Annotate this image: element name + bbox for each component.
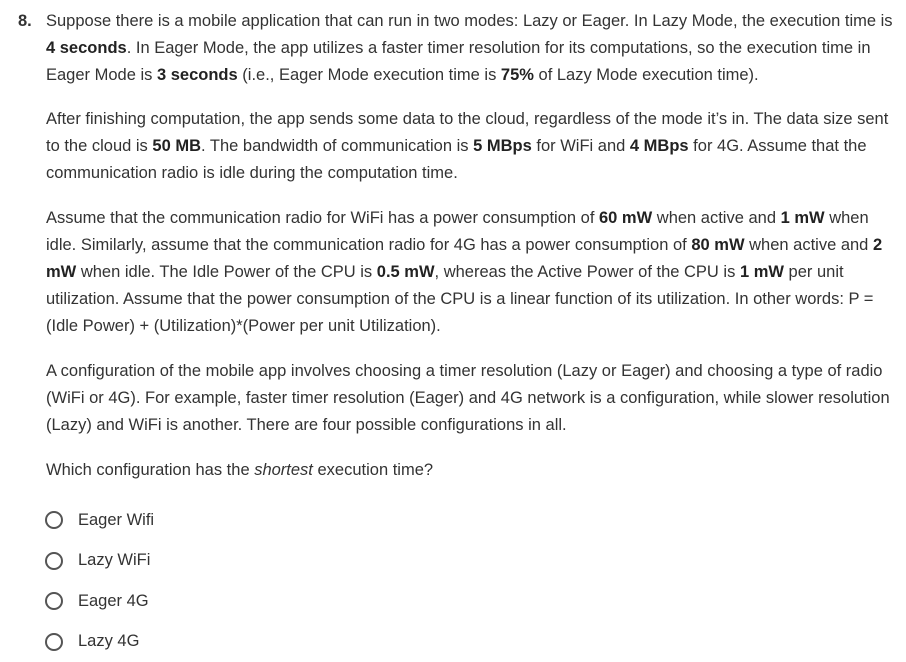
text: when active and [652,209,780,227]
bold-value: 50 MB [152,137,201,155]
text: for 4G. Assume that the communication radio is idle during the computation time. [46,137,867,182]
option-eager-4g[interactable] [45,581,154,622]
radio-button[interactable] [45,511,63,529]
question-prompt [46,457,894,484]
text: execution time? [313,461,433,479]
emphasis: shortest [254,461,313,479]
text: . The bandwidth of communication is [201,137,473,155]
option-lazy-4g[interactable] [45,622,154,662]
answer-options [45,500,154,662]
bold-value: 75% [501,66,534,84]
text: per unit utilization. Assume that the power consumption of the CPU is a linear function of its utilization. In other words: P = (Idle Power) + (Utilization)*(Power per unit Utilization). [46,263,873,335]
bold-value: 1 mW [740,263,784,281]
text: when active and [745,236,873,254]
text: Suppose there is a mobile application that can run in two modes: Lazy or Eager. In Lazy Mode, the execution time is [46,12,893,30]
bold-value: 60 mW [599,209,652,227]
paragraph-configuration: A configuration of the mobile app involves choosing a timer resolution (Lazy or Eager) and choosing a type of radio (WiFi or 4G). For example, faster timer resolution (Eager) and 4G network is a configuration, while slower resolution (Lazy) and WiFi is another. There are four possible configurations in all. [46,358,894,439]
radio-button[interactable] [45,592,63,610]
option-lazy-wifi[interactable] [45,541,154,582]
option-label: Lazy WiFi [78,551,150,570]
radio-button[interactable] [45,633,63,651]
option-label: Lazy 4G [78,632,139,651]
bold-value: 80 mW [691,236,744,254]
paragraph-power-consumption [46,205,894,340]
bold-value: 4 seconds [46,39,127,57]
paragraph-data-transfer [46,106,894,187]
bold-value: 4 MBps [630,137,689,155]
option-eager-wifi[interactable] [45,500,154,541]
text: for WiFi and [532,137,630,155]
text: of Lazy Mode execution time). [534,66,759,84]
bold-value: 3 seconds [157,66,238,84]
bold-value: 1 mW [781,209,825,227]
text: After finishing computation, the app sends some data to the cloud, regardless of the mode it’s in. The data size sent to the cloud is [46,110,888,155]
bold-value: 5 MBps [473,137,532,155]
text: , whereas the Active Power of the CPU is [435,263,740,281]
question-number: 8. [18,8,32,35]
text: when idle. Similarly, assume that the communication radio for 4G has a power consumption of [46,209,869,254]
radio-button[interactable] [45,552,63,570]
option-label: Eager Wifi [78,511,154,530]
option-label: Eager 4G [78,592,149,611]
text: . In Eager Mode, the app utilizes a faster timer resolution for its computations, so the execution time in Eager Mode is [46,39,871,84]
text: Which configuration has the [46,461,254,479]
paragraph-execution-modes [46,8,894,89]
text: Assume that the communication radio for WiFi has a power consumption of [46,209,599,227]
text: when idle. The Idle Power of the CPU is [76,263,377,281]
text: (i.e., Eager Mode execution time is [238,66,501,84]
bold-value: 0.5 mW [377,263,435,281]
bold-value: 2 mW [46,236,882,281]
